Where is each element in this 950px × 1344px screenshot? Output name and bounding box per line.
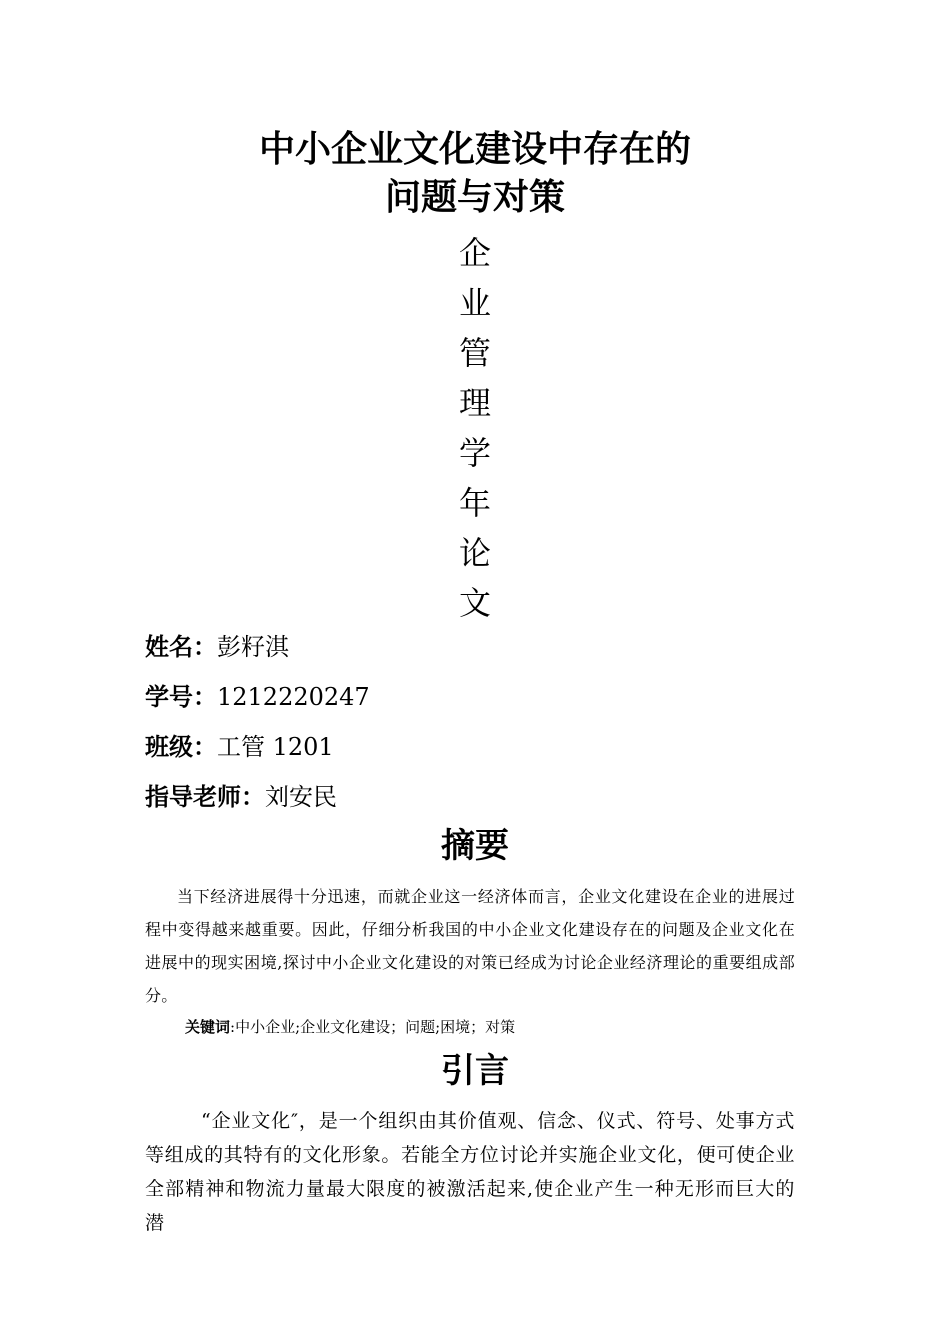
subtitle-char: 业 bbox=[458, 284, 491, 322]
class-value: 工管 1201 bbox=[217, 733, 334, 761]
document-title-line-2: 问题与对策 bbox=[384, 177, 565, 218]
class-row bbox=[145, 731, 334, 763]
advisor-value: 刘安民 bbox=[265, 783, 337, 811]
subtitle-char: 年 bbox=[458, 484, 491, 522]
subtitle-char: 文 bbox=[458, 584, 491, 622]
author-name-row bbox=[145, 631, 289, 663]
subtitle-char: 企 bbox=[458, 234, 491, 272]
introduction-heading: 引言 bbox=[441, 1051, 509, 1091]
keywords-label: 关键词 bbox=[185, 1018, 231, 1036]
student-id-value: 1212220247 bbox=[217, 683, 370, 711]
subtitle-char: 管 bbox=[458, 334, 491, 372]
student-id-row bbox=[145, 681, 370, 713]
author-name-value: 彭籽淇 bbox=[217, 633, 289, 661]
vertical-subtitle bbox=[445, 228, 505, 628]
class-label: 班级： bbox=[145, 733, 217, 761]
abstract-paragraph: 当下经济进展得十分迅速，而就企业这一经济体而言，企业文化建设在企业的进展过程中变得越来越重要。因此，仔细分析我国的中小企业文化建设存在的问题及企业文化在进展中的现实困境,探讨中小企业文化建设的对策已经成为讨论企业经济理论的重要组成部分。 bbox=[145, 887, 795, 1005]
student-id-label: 学号： bbox=[145, 683, 217, 711]
advisor-row bbox=[145, 781, 337, 813]
subtitle-char: 学 bbox=[458, 434, 491, 472]
advisor-label: 指导老师： bbox=[145, 783, 265, 811]
keywords-value: :中小企业;企业文化建设；问题;困境；对策 bbox=[230, 1018, 516, 1036]
subtitle-char: 论 bbox=[458, 534, 491, 572]
subtitle-char: 理 bbox=[458, 384, 491, 422]
keywords-line bbox=[185, 1015, 515, 1039]
abstract-heading: 摘要 bbox=[441, 826, 509, 866]
document-title-line-1: 中小企业文化建设中存在的 bbox=[258, 129, 691, 170]
introduction-paragraph: “企业文化″，是一个组织由其价值观、信念、仪式、符号、处事方式等组成的其特有的文化形象。若能全方位讨论并实施企业文化，便可使企业全部精神和物流力量最大限度的被激活起来,使企业产生一种无形而巨大的潜 bbox=[145, 1110, 795, 1234]
author-name-label: 姓名： bbox=[145, 633, 217, 661]
